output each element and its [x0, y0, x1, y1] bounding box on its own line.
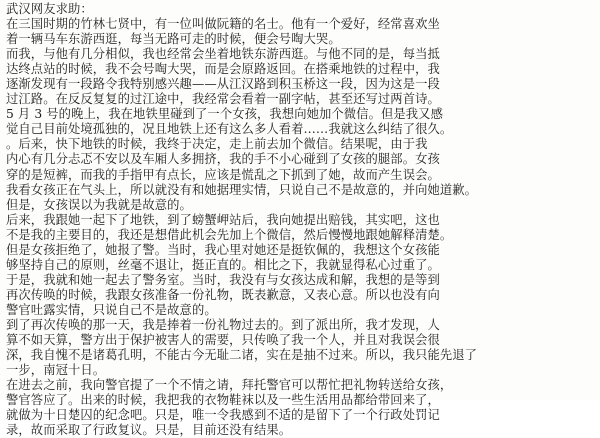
text-line: 在进去之前，我向警官提了一个不情之请，拜托警官可以帮忙把礼物转送给女孩，: [6, 378, 453, 393]
text-line: 到了再次传唤的那一天，我是捧着一份礼物过去的。到了派出所，我才发现，人: [6, 317, 440, 332]
text-line: 但是女孩拒绝了，她报了警。当时，我心里对她还是挺钦佩的，我想这个女孩能: [6, 242, 440, 257]
text-line: 够坚持自己的原则，丝毫不退让，挺正直的。相比之下，我就显得私心过重了。: [6, 257, 440, 272]
text-line: 。后来，快下地铁的时候，我终于决定，走上前去加个微信。结果呢，由于我: [6, 137, 428, 152]
text-line: 着一辆马车东游西逛，每当无路可走的时候，便会号啕大哭。: [6, 32, 341, 47]
text-line: 警官答应了。出来的时候，我把我的衣物鞋袜以及一些生活用品都给带回来了，: [6, 393, 440, 408]
text-line: 录，故而采取了行政复议。只是，目前还没有结果。: [6, 423, 292, 438]
text-line: 但是，女孩误以为我就是故意的。: [6, 197, 192, 212]
text-line: 就做为十日楚囚的纪念吧。只是，唯一令我感到不适的是留下了一个行政处罚记: [6, 408, 440, 423]
text-line: 内心有几分忐忑不安以及车厢人多拥挤，我的手不小心碰到了女孩的腿部。女孩: [6, 152, 440, 167]
text-line: 5 月 3 号的晚上，我在地铁里碰到了一个女孩，我想向她加个微信。但是我又感: [6, 107, 443, 122]
document-body: [6, 2, 594, 438]
text-line: 算不如天算，警方出于保护被害人的需要，只传唤了我一个人，并且对我误会很: [6, 333, 440, 348]
text-line: 过江路。在反反复复的过江途中，我经常会看着一副字帖，甚至还写过两首诗。: [6, 92, 440, 107]
text-line: 武汉网友求助：: [6, 2, 93, 16]
text-line: 在三国时期的竹林七贤中，有一位叫做阮籍的名士。他有一个爱好，经常喜欢坐: [6, 17, 440, 32]
text-line: 穿的是短裤，而我的手指甲有点长，应该是慌乱之下抓到了她，故而产生误会。: [6, 167, 440, 182]
text-line: 警官吐露实情，只说自己不是故意的。: [6, 302, 217, 317]
text-line: 深，我自愧不是诸葛孔明，不能古今无耻二诸，实在是抽不过来。所以，我只能先退了: [6, 348, 478, 363]
text-line: 不是我的主要目的，我还是想借此机会先加上个微信，然后慢慢地跟她解释清楚。: [6, 227, 453, 242]
text-line: 再次传唤的时候，我跟女孩准备一份礼物，既表歉意，又表心意。所以也没有向: [6, 287, 440, 302]
text-line: 我看女孩正在气头上，所以就没有和她据理实情，只说自己不是故意的，并向她道歉。: [6, 182, 478, 197]
text-line: 觉自己目前处境孤独的，况且地铁上还有这么多人看着……我就这么纠结了很久。: [6, 122, 453, 137]
text-line: 而我，与他有几分相似，我也经常会坐着地铁东游西逛。与他不同的是，每当抵: [6, 47, 440, 62]
text-line: 逐渐发现有一段路令我特别感兴趣——从江汉路到积玉桥这一段，因为这是一段: [6, 77, 440, 92]
text-line: 达终点站的时候，我不会号啕大哭，而是会原路返回。在搭乘地铁的过程中，我: [6, 62, 440, 77]
text-line: 一步，南冠十日。: [6, 363, 106, 378]
text-line: 后来，我跟她一起下了地铁，到了螃蟹岬站后，我向她提出赔钱，其实吧，这也: [6, 212, 440, 227]
text-line: 于是，我就和她一起去了警务室。当时，我没有与女孩达成和解，我想的是等到: [6, 272, 440, 287]
